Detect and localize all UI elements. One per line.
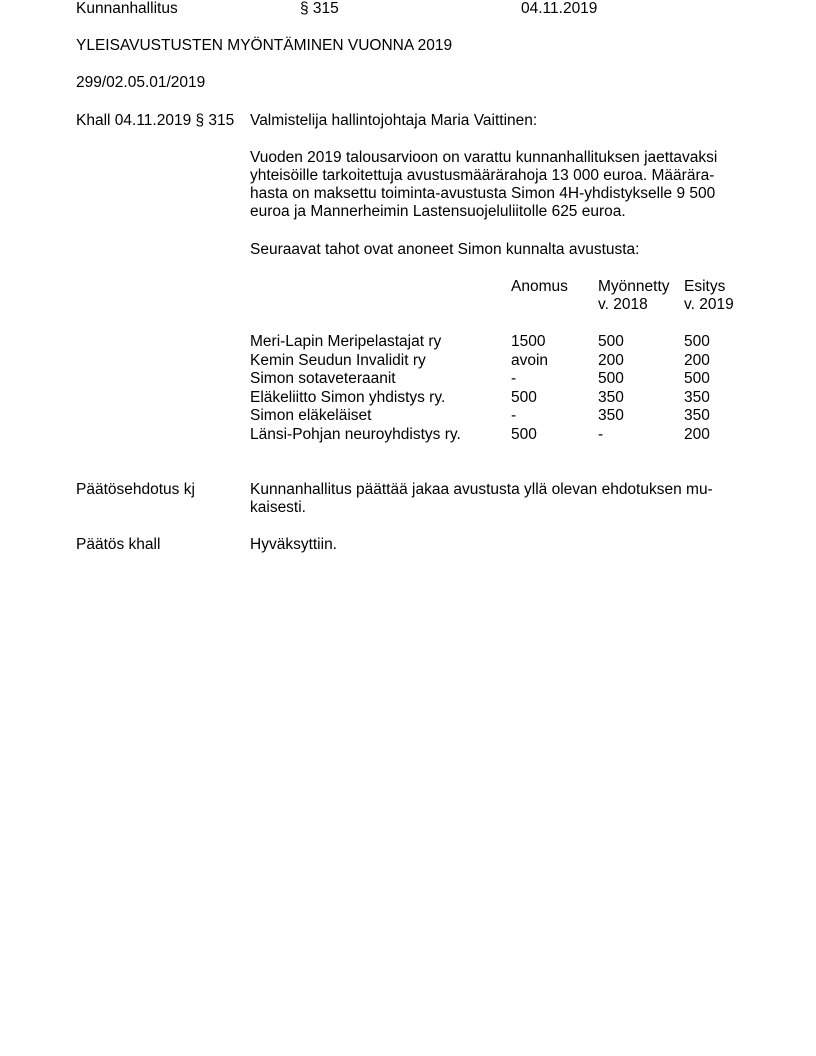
row-granted: 500 bbox=[598, 333, 624, 350]
intro-paragraph bbox=[250, 149, 730, 221]
header-body-name: Kunnanhallitus bbox=[76, 0, 178, 17]
row-granted: 200 bbox=[598, 352, 624, 369]
header-section: § 315 bbox=[300, 0, 339, 17]
row-request: 500 bbox=[511, 389, 537, 406]
row-name: Länsi-Pohjan neuroyhdistys ry. bbox=[250, 426, 461, 443]
row-name: Eläkeliitto Simon yhdistys ry. bbox=[250, 389, 446, 406]
proposal-text-line: kaisesti. bbox=[250, 499, 306, 516]
row-proposal: 500 bbox=[684, 333, 710, 350]
column-header-request: Anomus bbox=[511, 278, 568, 295]
row-granted: 350 bbox=[598, 389, 624, 406]
header-date: 04.11.2019 bbox=[521, 0, 598, 17]
decision-label: Päätös khall bbox=[76, 536, 161, 553]
row-name: Simon sotaveteraanit bbox=[250, 370, 396, 387]
proposal-label: Päätösehdotus kj bbox=[76, 481, 195, 498]
row-proposal: 200 bbox=[684, 426, 710, 443]
preparer-text: Valmistelija hallintojohtaja Maria Vaittinen: bbox=[250, 112, 538, 129]
decision-text: Hyväksyttiin. bbox=[250, 536, 337, 553]
row-proposal: 200 bbox=[684, 352, 710, 369]
row-request: - bbox=[511, 407, 517, 424]
document-title: YLEISAVUSTUSTEN MYÖNTÄMINEN VUONNA 2019 bbox=[76, 37, 453, 54]
case-number: 299/02.05.01/2019 bbox=[76, 74, 206, 91]
intro-line: yhteisöille tarkoitettuja avustusmäärärahoja 13 000 euroa. Määrära- bbox=[250, 167, 715, 184]
row-name: Simon eläkeläiset bbox=[250, 407, 372, 424]
preparation-label: Khall 04.11.2019 § 315 bbox=[76, 112, 235, 129]
row-granted: 350 bbox=[598, 407, 624, 424]
row-name: Meri-Lapin Meripelastajat ry bbox=[250, 333, 442, 350]
column-header-proposal: Esitys bbox=[684, 278, 726, 295]
column-header-granted-year: v. 2018 bbox=[598, 296, 648, 313]
intro-line: euroa ja Mannerheimin Lastensuojeluliitolle 625 euroa. bbox=[250, 203, 626, 220]
row-proposal: 350 bbox=[684, 407, 710, 424]
proposal-text-line: Kunnanhallitus päättää jakaa avustusta yllä olevan ehdotuksen mu- bbox=[250, 481, 713, 498]
row-request: 500 bbox=[511, 426, 537, 443]
row-granted: - bbox=[598, 426, 604, 443]
applicants-intro: Seuraavat tahot ovat anoneet Simon kunnalta avustusta: bbox=[250, 241, 640, 258]
intro-line: hasta on maksettu toiminta-avustusta Simon 4H-yhdistykselle 9 500 bbox=[250, 185, 716, 202]
row-request: 1500 bbox=[511, 333, 546, 350]
row-proposal: 350 bbox=[684, 389, 710, 406]
row-request: - bbox=[511, 370, 517, 387]
intro-line: Vuoden 2019 talousarvioon on varattu kunnanhallituksen jaettavaksi bbox=[250, 149, 718, 166]
row-request: avoin bbox=[511, 352, 549, 369]
row-name: Kemin Seudun Invalidit ry bbox=[250, 352, 426, 369]
row-proposal: 500 bbox=[684, 370, 710, 387]
row-granted: 500 bbox=[598, 370, 624, 387]
column-header-granted: Myönnetty bbox=[598, 278, 670, 295]
column-header-proposal-year: v. 2019 bbox=[684, 296, 734, 313]
